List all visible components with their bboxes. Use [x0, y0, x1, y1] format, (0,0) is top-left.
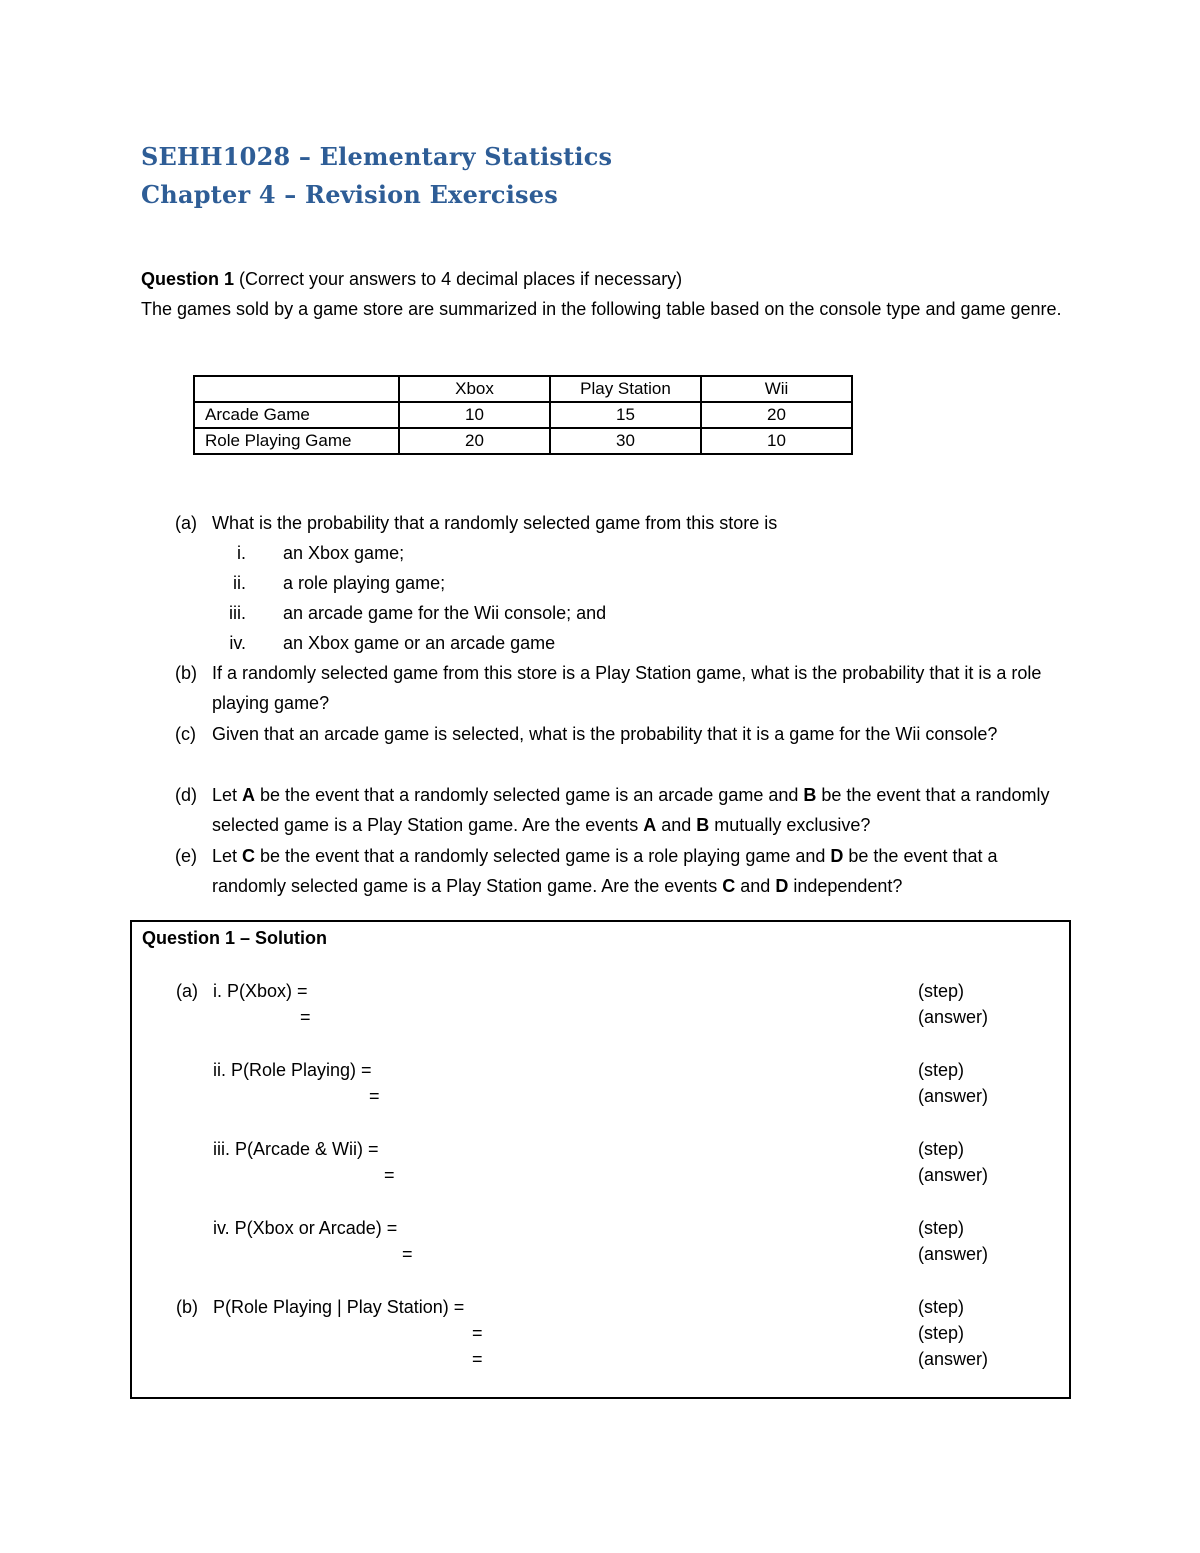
step-label: (step)	[918, 1139, 965, 1159]
course-title: SEHH1028 – Elementary Statistics	[141, 142, 613, 171]
part-label: (e)	[175, 846, 197, 866]
step-label: (step)	[918, 1060, 965, 1080]
games-table	[193, 375, 853, 455]
step-label: (step)	[918, 1323, 965, 1343]
equals-sign: =	[472, 1349, 483, 1369]
equals-sign: =	[384, 1165, 395, 1185]
table-row	[194, 402, 852, 428]
solution-line: iii. P(Arcade & Wii) =	[213, 1139, 379, 1159]
table-header-cell	[194, 376, 399, 402]
equals-sign: =	[472, 1323, 483, 1343]
table-header-cell: Xbox	[399, 376, 550, 402]
question-description: The games sold by a game store are summarized in the following table based on the console type and game genre.	[141, 299, 1062, 319]
table-cell: 20	[701, 402, 852, 428]
table-cell: 10	[701, 428, 852, 454]
part-label: (c)	[175, 724, 196, 744]
chapter-title: Chapter 4 – Revision Exercises	[141, 180, 558, 209]
sub-numeral: iv.	[229, 633, 246, 653]
step-label: (step)	[918, 1297, 965, 1317]
table-header-cell: Wii	[701, 376, 852, 402]
equals-sign: =	[369, 1086, 380, 1106]
table-header-row	[194, 376, 852, 402]
answer-label: (answer)	[918, 1165, 989, 1185]
step-label: (step)	[918, 1218, 965, 1238]
question-label: Question 1	[141, 269, 235, 289]
part-text: Let C be the event that a randomly selected game is a role playing game and D be the event that a randomly selected game is a Play Station game. Are the events C and D independent?	[212, 846, 998, 896]
solution-line: iv. P(Xbox or Arcade) =	[213, 1218, 398, 1238]
part-text: What is the probability that a randomly selected game from this store is	[212, 513, 778, 533]
step-label: (step)	[918, 981, 965, 1001]
part-text: If a randomly selected game from this store is a Play Station game, what is the probability that it is a role playing game?	[212, 663, 1042, 713]
table-cell: 10	[399, 402, 550, 428]
equals-sign: =	[402, 1244, 413, 1264]
part-label: (d)	[175, 785, 197, 805]
sub-numeral: ii.	[233, 573, 246, 593]
table-cell: 30	[550, 428, 701, 454]
sub-item-text: an Xbox game;	[283, 543, 405, 563]
answer-label: (answer)	[918, 1086, 989, 1106]
table-row	[194, 428, 852, 454]
sub-numeral: i.	[237, 543, 246, 563]
solution-part-label: (b)	[176, 1297, 198, 1317]
sub-item-text: an Xbox game or an arcade game	[283, 633, 556, 653]
table-row-label: Role Playing Game	[194, 428, 399, 454]
part-text: Given that an arcade game is selected, what is the probability that it is a game for the Wii console?	[212, 724, 998, 744]
sub-item-text: an arcade game for the Wii console; and	[283, 603, 607, 623]
solution-line: P(Role Playing | Play Station) =	[213, 1297, 465, 1317]
solution-line: i. P(Xbox) =	[213, 981, 308, 1001]
question-heading	[141, 264, 1071, 294]
solution-part-label: (a)	[176, 981, 198, 1001]
part-text: Let A be the event that a randomly selected game is an arcade game and B be the event that a randomly selected game is a Play Station game. Are the events A and B mutually exclusive?	[212, 785, 1050, 835]
equals-sign: =	[300, 1007, 311, 1027]
answer-label: (answer)	[918, 1244, 989, 1264]
sub-item-text: a role playing game;	[283, 573, 446, 593]
solution-title: Question 1 – Solution	[142, 928, 328, 948]
part-label: (b)	[175, 663, 197, 683]
part-label: (a)	[175, 513, 197, 533]
table-cell: 20	[399, 428, 550, 454]
sub-numeral: iii.	[229, 603, 246, 623]
table-header-cell: Play Station	[550, 376, 701, 402]
answer-label: (answer)	[918, 1349, 989, 1369]
question-note: (Correct your answers to 4 decimal places if necessary)	[234, 269, 683, 289]
table-row-label: Arcade Game	[194, 402, 399, 428]
solution-box	[130, 920, 1071, 1399]
answer-label: (answer)	[918, 1007, 989, 1027]
table-cell: 15	[550, 402, 701, 428]
solution-line: ii. P(Role Playing) =	[213, 1060, 372, 1080]
